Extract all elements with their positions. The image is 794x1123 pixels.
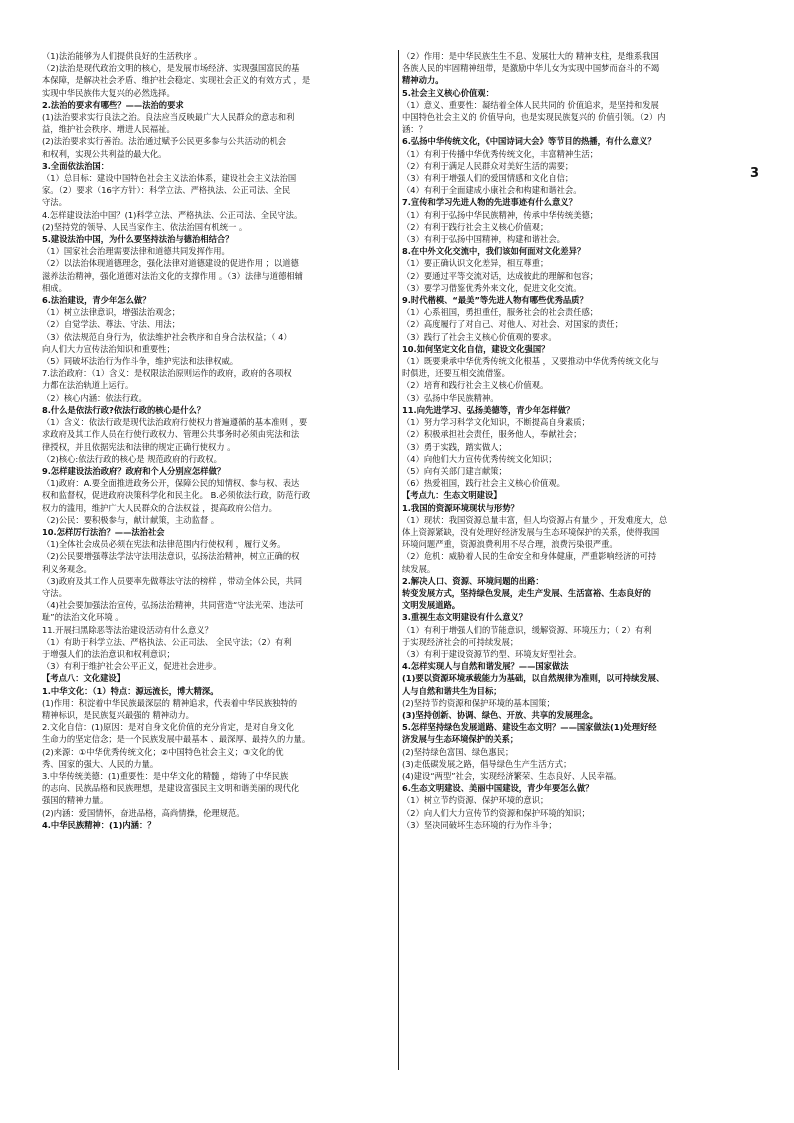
right-text-line: 各族人民的牢固精神纽带，是激励中华儿女为实现中国梦而奋斗的不竭 bbox=[402, 63, 660, 74]
left-text-line: 律授权，并且依据宪法和法律的规定正确行使权力 。 bbox=[42, 441, 236, 452]
right-text-line: （2）作用：是中华民族生生不息、发展壮大的 精神支柱，是维系我国 bbox=[402, 51, 659, 61]
left-text-line: 耻”的法治文化环境 。 bbox=[42, 612, 124, 623]
left-text-line: （3）有利于维护社会公平正义，促进社会进步。 bbox=[42, 661, 222, 672]
right-text-line: (1)要以资源环境承载能力为基础，以自然规律为准则，以可持续发展、 bbox=[402, 673, 665, 684]
right-text-line: （1）有利于传播中华优秀传统文化，丰富精神生活； bbox=[402, 148, 599, 159]
left-text-line: （1）含义：依法行政是现代法治政府行使权力普遍遵循的基本准则 ，要 bbox=[42, 417, 308, 428]
right-text-line: （3）有利于弘扬中国精神，构建和谐社会。 bbox=[402, 234, 565, 245]
left-text-line: 益，维护社会秩序、增进人民福祉。 bbox=[42, 124, 175, 135]
right-text-line: （5）向有关部门建言献策； bbox=[402, 465, 507, 476]
left-text-line: 本保障，是解决社会矛盾、维护社会稳定、实现社会正义的有效方式 ，是 bbox=[42, 75, 311, 86]
left-text-line: （2)公民要增强尊法学法守法用法意识，弘扬法治精神，树立正确的权 bbox=[42, 551, 300, 562]
left-text-line: (2)坚持党的领导、人民当家作主、依法治国有机统一 。 bbox=[42, 221, 248, 232]
left-text-line: （2）核心内涵：依法行政。 bbox=[42, 392, 147, 403]
left-text-line: （2）自觉学法、尊法、守法、用法； bbox=[42, 319, 181, 330]
right-text-line: （1）意义、重要性：凝结着全体人民共同的 价值追求，是坚持和发展 bbox=[402, 99, 659, 110]
left-text-line: 9.怎样建设法治政府？政府和个人分别应怎样做？ bbox=[42, 465, 226, 476]
right-text-line: （1）现状：我国资源总量丰富，但人均资源占有量少 ，开发难度大，总 bbox=[402, 514, 668, 525]
left-text-line: （1）总目标：建设中国特色社会主义法治体系，建设社会主义法治国 bbox=[42, 173, 297, 184]
left-text-line: 于增强人们的法治意识和权利意识； bbox=[42, 648, 175, 659]
right-text-line: （3）勇于实践，踏实做人； bbox=[402, 441, 507, 452]
left-text-line: （1）树立法律意识，增强法治观念； bbox=[42, 307, 181, 318]
left-text-line: 5.建设法治中国，为什么要坚持法治与德治相结合？ bbox=[42, 234, 234, 245]
left-text-line: 4.中华民族精神：(1)内涵：？ bbox=[42, 819, 156, 830]
right-text-line: （3）要学习借鉴优秀外来文化，促进文化交流。 bbox=[402, 282, 582, 293]
right-text-line: 6.弘扬中华传统文化，《中国诗词大会》等节目的热播，有什么意义？ bbox=[402, 136, 656, 147]
right-text-line: 2.解决人口、资源、环境问题的出路： bbox=[402, 575, 544, 586]
right-text-line: 中国特色社会主义的 价值导向，也是实现民族复兴的 价值引领。（2）内 bbox=[402, 112, 666, 123]
right-text-line: 5.怎样坚持绿色发展道路、建设生态文明？——国家做法(1)处理好经 bbox=[402, 722, 657, 733]
right-text-line: （1）有利于弘扬中华民族精神，传承中华传统美德； bbox=[402, 209, 599, 220]
right-text-line: （1）有利于增强人们的节能意识，缓解资源、环境压力；（ 2）有利 bbox=[402, 624, 652, 635]
left-text-line: 4.怎样建设法治中国？(1)科学立法、严格执法、公正司法、全民守法。 bbox=[42, 209, 303, 220]
left-text-line: （2)公民：要积极参与，献计献策，主动监督 。 bbox=[42, 514, 220, 525]
left-text-line: 守法。 bbox=[42, 587, 67, 598]
right-text-line: （2）向人们大力宣传节约资源和保护环境的知识； bbox=[402, 807, 590, 818]
left-text-line: （3)政府及其工作人员要率先做尊法守法的榜样 ，带动全体公民，共同 bbox=[42, 575, 303, 586]
right-text-line: (3)走低碳发展之路，倡导绿色生产生活方式； bbox=[402, 758, 572, 769]
left-text-line: 8.什么是依法行政?依法行政的核心是什么？ bbox=[42, 404, 206, 415]
left-text-line: （2）以法治体现道德理念，强化法律对道德建设的促进作用 ；以道德 bbox=[42, 258, 299, 269]
right-text-line: （2）培育和践行社会主义核心价值观。 bbox=[402, 380, 549, 391]
left-text-line: 相成。 bbox=[42, 282, 67, 293]
right-text-line: 续发展。 bbox=[402, 563, 436, 574]
left-text-line: (2)内涵：爱国情怀，奋进品格，高尚情操，伦理规范。 bbox=[42, 807, 245, 818]
left-text-line: 1.中华文化：（1）特点：源远流长，博大精深。 bbox=[42, 685, 219, 696]
right-text-line: （3）坚决同破坏生态环境的行为作斗争； bbox=[402, 819, 557, 830]
right-text-line: （1）树立节约资源、保护环境的意识； bbox=[402, 795, 549, 806]
right-text-line: （4）向他们大力宣传优秀传统文化知识； bbox=[402, 453, 557, 464]
left-text-line: 3.全面依法治国： bbox=[42, 160, 110, 171]
right-text-line: （6）热爱祖国，践行社会主义核心价值观。 bbox=[402, 478, 565, 489]
right-text-line: 转变发展方式，坚持绿色发展，走生产发展、生活富裕、生态良好的 bbox=[402, 587, 651, 598]
right-text-line: 济发展与生态环境保护的关系； bbox=[402, 734, 519, 745]
left-text-line: 【考点八：文化建设】 bbox=[42, 673, 125, 684]
right-text-line: (4)建设“两型”社会，实现经济繁荣、生态良好、人民幸福。 bbox=[402, 770, 622, 781]
right-column bbox=[402, 50, 760, 1070]
right-text-line: （2）高度履行了对自己、对他人、对社会、对国家的责任； bbox=[402, 319, 623, 330]
right-text-line: （4）有利于全面建成小康社会和构建和谐社会。 bbox=[402, 185, 582, 196]
right-text-line: （1）既要秉承中华优秀传统文化根基 ，又要推动中华优秀传统文化与 bbox=[402, 356, 659, 367]
left-text-line: （2)核心:依法行政的核心是 规范政府的行政权。 bbox=[42, 453, 222, 464]
right-text-line: （2）有利于满足人民群众对美好生活的需要； bbox=[402, 160, 574, 171]
left-text-line: (2)法治要求实行善治。法治通过赋予公民更多参与公共活动的机会 bbox=[42, 136, 287, 147]
column-divider bbox=[398, 50, 399, 1070]
left-text-line: （1)政府：A.要全面推进政务公开，保障公民的知情权、参与权、表达 bbox=[42, 478, 300, 489]
right-text-line: 时俱进，还要互相交流借鉴。 bbox=[402, 368, 510, 379]
right-text-line: （2）有利于践行社会主义核心价值观； bbox=[402, 221, 549, 232]
page-margin-mark: 3 bbox=[750, 166, 760, 181]
left-text-line: 2.法治的要求有哪些？——法治的要求 bbox=[42, 99, 184, 110]
right-text-line: （3）有利于增强人们的爱国情感和文化自信； bbox=[402, 173, 574, 184]
left-text-line: 2.文化自信：(1)原因：是对自身文化价值的充分肯定，是对自身文化 bbox=[42, 722, 294, 733]
right-text-line: 8.在中外文化交流中，我们该如何面对文化差异？ bbox=[402, 246, 586, 257]
left-text-line: 10.怎样厉行法治？——法治社会 bbox=[42, 526, 165, 537]
right-text-line: 7.宣传和学习先进人物的先进事迹有什么意义？ bbox=[402, 197, 577, 208]
left-text-line: （3）依法规范自身行为，依法维护社会秩序和自身合法权益；（ 4） bbox=[42, 331, 292, 342]
right-text-line: （3）弘扬中华民族精神。 bbox=[402, 392, 499, 403]
left-text-line: （2)法治是现代政治文明的核心，是发展市场经济、实现强国富民的基 bbox=[42, 63, 300, 74]
left-text-line: 守法。 bbox=[42, 197, 67, 208]
right-text-line: (2)坚持绿色富国、绿色惠民； bbox=[402, 746, 514, 757]
right-text-line: （2）积极承担社会责任，服务他人，奉献社会； bbox=[402, 429, 582, 440]
right-text-line: （3）践行了社会主义核心价值观的要求。 bbox=[402, 331, 557, 342]
right-text-line: 5.社会主义核心价值观： bbox=[402, 87, 494, 98]
left-text-line: （4)社会要加强法治宣传，弘扬法治精神，共同营造“守法光荣、违法可 bbox=[42, 600, 304, 611]
right-text-line: 精神动力。 bbox=[402, 75, 444, 86]
right-text-line: 涵：？ bbox=[402, 124, 427, 135]
right-text-line: 人与自然和谐共生为目标； bbox=[402, 685, 502, 696]
left-text-line: 滋养法治精神，强化道德对法治文化的支撑作用 。（3）法律与道德相辅 bbox=[42, 270, 303, 281]
left-text-line: 实现中华民族伟大复兴的必然选择。 bbox=[42, 87, 175, 98]
left-text-line: 权和监督权，促进政府决策科学化和民主化。 B.必须依法行政，防范行政 bbox=[42, 490, 311, 501]
left-text-line: (2)来源：①中华优秀传统文化；②中国特色社会主义；③文化的优 bbox=[42, 746, 284, 757]
left-text-line: 强国的精神力量。 bbox=[42, 795, 109, 806]
left-text-line: (1)作用：积淀着中华民族最深层的 精神追求，代表着中华民族独特的 bbox=[42, 697, 298, 708]
right-text-line: （1）要正确认识文化差异，相互尊重； bbox=[402, 258, 549, 269]
right-text-line: （1）努力学习科学文化知识，不断提高自身素质； bbox=[402, 417, 590, 428]
left-text-line: （5）同破坏法治行为作斗争，维护宪法和法律权威。 bbox=[42, 356, 239, 367]
left-text-line: 权力的滥用，维护广大人民群众的合法权益 ，提高政府公信力。 bbox=[42, 502, 277, 513]
left-text-line: （1)法治能够为人们提供良好的生活秩序 。 bbox=[42, 51, 203, 61]
left-text-line: 力都在法治轨道上运行。 bbox=[42, 380, 134, 391]
right-text-line: 体上资源紧缺，没有处理好经济发展与生态环境保护的关系，使得我国 bbox=[402, 526, 660, 537]
right-text-line: 6.生态文明建设、美丽中国建设，青少年要怎么做？ bbox=[402, 783, 594, 794]
right-text-line: 文明发展道路。 bbox=[402, 600, 461, 611]
left-text-line: 家。（2）要求（16字方针）：科学立法、严格执法、公正司法、全民 bbox=[42, 185, 291, 196]
left-text-line: 向人们大力宣传法治知识和重要性； bbox=[42, 343, 175, 354]
right-text-line: 10.如何坚定文化自信，建设文化强国？ bbox=[402, 343, 550, 354]
left-text-line: 11.开展扫黑除恶等法治建设活动有什么意义？ bbox=[42, 624, 213, 635]
right-text-line: 环境问题严重，资源浪费利用不尽合理，浪费污染很严重。 bbox=[402, 539, 618, 550]
left-text-line: （1）国家社会治理需要法律和道德共同发挥作用。 bbox=[42, 246, 230, 257]
right-text-line: 1.我国的资源环境现状与形势？ bbox=[402, 502, 519, 513]
right-text-line: 4.怎样实现人与自然和谐发展？——国家做法 bbox=[402, 661, 569, 672]
right-text-line: 于实现经济社会的可持续发展； bbox=[402, 636, 519, 647]
left-text-line: 生命力的坚定信念；是一个民族发展中最基本 、最深厚、最持久的力量。 bbox=[42, 734, 311, 745]
left-text-line: 求政府及其工作人员在行使行政权力、管理公共事务时必须由宪法和法 bbox=[42, 429, 300, 440]
right-text-line: (2)坚持节约资源和保护环境的基本国策； bbox=[402, 697, 555, 708]
left-column bbox=[42, 50, 392, 1070]
right-text-line: 【考点九：生态文明建设】 bbox=[402, 490, 502, 501]
left-text-line: (1)法治要求实行良法之治。良法应当反映最广大人民群众的意志和利 bbox=[42, 112, 295, 123]
right-text-line: 3.重视生态文明建设有什么意义？ bbox=[402, 612, 528, 623]
right-text-line: （2）危机：威胁着人民的生命安全和身体健康，严重影响经济的可持 bbox=[402, 551, 657, 562]
left-text-line: （1)全体社会成员必须在宪法和法律范围内行使权利 ，履行义务。 bbox=[42, 539, 286, 550]
left-text-line: 利义务观念。 bbox=[42, 563, 92, 574]
right-text-line: (3)坚持创新、协调、绿色、开放、共享的发展理念。 bbox=[402, 709, 598, 720]
left-text-line: 7.法治政府：（1）含义：是权限法治原则运作的政府，政府的各项权 bbox=[42, 368, 292, 379]
left-text-line: 3.中华传统美德：(1)重要性：是中华文化的精髓 ，熔铸了中华民族 bbox=[42, 770, 289, 781]
right-text-line: （1）心系祖国，勇担重任，服务社会的社会责任感； bbox=[402, 307, 599, 318]
right-text-line: 9.时代楷模、“最美”等先进人物有哪些优秀品质？ bbox=[402, 295, 588, 306]
left-text-line: 6.法治建设，青少年怎么做？ bbox=[42, 295, 151, 306]
right-text-line: （2）要通过平等交流对话，达成彼此的理解和包容； bbox=[402, 270, 599, 281]
left-text-line: 的志向、民族品格和民族理想，是建设富强民主文明和谐美丽的现代化 bbox=[42, 783, 300, 794]
left-text-line: 秀、国家的强大、人民的力量。 bbox=[42, 758, 159, 769]
left-text-line: （1）有助于科学立法、严格执法、公正司法、 全民守法；（2）有利 bbox=[42, 636, 292, 647]
right-text-line: 11.向先进学习、弘扬美德等，青少年怎样做？ bbox=[402, 404, 575, 415]
right-text-line: （3）有利于建设资源节约型、环境友好型社会。 bbox=[402, 648, 582, 659]
left-text-line: 和权利，实现公共利益的最大化。 bbox=[42, 148, 167, 159]
left-text-line: 精神标识，是民族复兴最强的 精神动力。 bbox=[42, 709, 194, 720]
